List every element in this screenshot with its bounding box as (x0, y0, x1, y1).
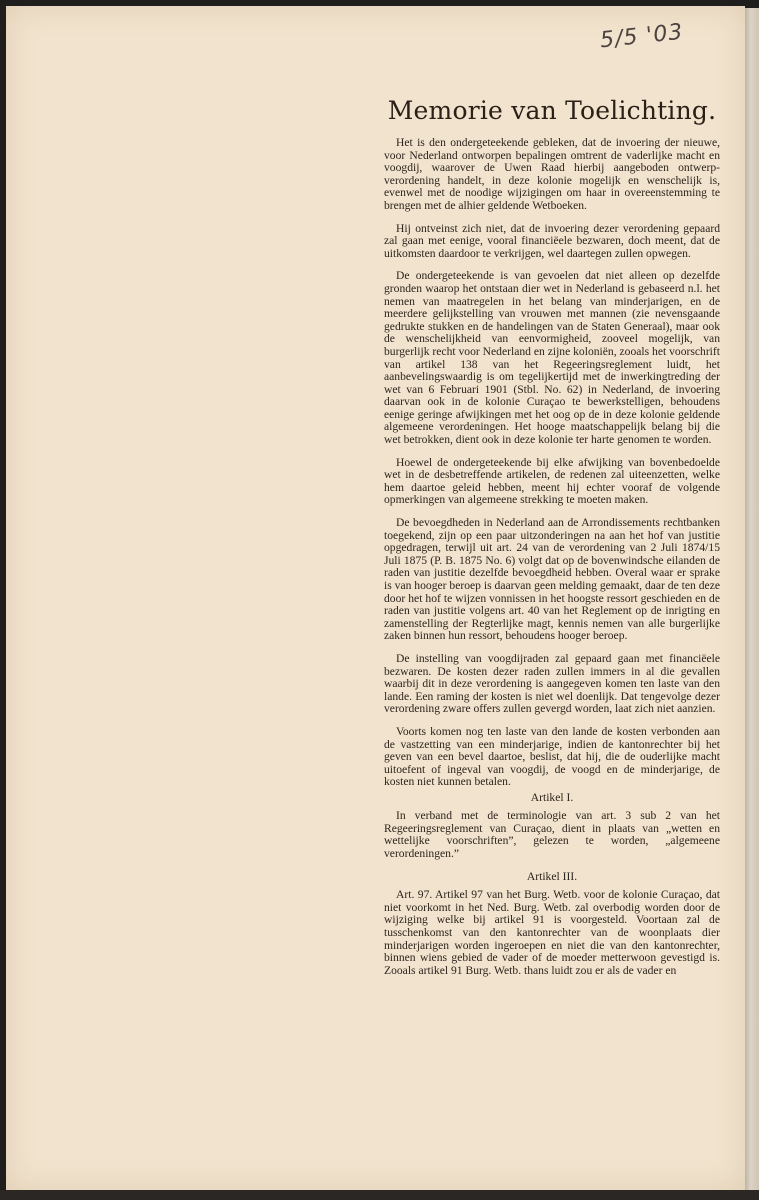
article-3-text: Art. 97. Artikel 97 van het Burg. Wetb. voor de kolonie Curaçao, dat niet voorkomt in het Ned. Burg. Wetb. zal overbodig worden door de wijziging welke bij artikel 91 is voorgesteld. Voortaan zal de tusschenkomst van den kantonrechter van de woonplaats dier minderjarigen worden ingeroepen en niet die van den kantonrechter, binnen wiens gebied de vader of de moeder metterwoon gevestigd is. Zooals artikel 91 Burg. Wetb. thans luidt zou er als de vader en (384, 888, 720, 977)
handwritten-date-annotation: 5/5 '03 (598, 19, 685, 54)
scan-border (0, 1190, 759, 1200)
paragraph-6: De instelling van voogdijraden zal gepaard gaan met financiëele bezwaren. De kosten dezer raden zullen immers in al die gevallen waarbij dit in deze verordening is aangegeven komen ten laste van den lande. Een raming der kosten is niet wel doenlijk. Dat tengevolge dezer verordening zware offers zullen gevergd worden, laat zich niet aanzien. (384, 651, 720, 716)
paragraph-2: Hij ontveinst zich niet, dat de invoering dezer verordening gepaard zal gaan met eenige, vooral financiëele bezwaren, doch meent, dat de uitkomsten daardoor te verkrijgen, wel daartegen zullen opwegen. (384, 221, 720, 260)
paragraph-4: Hoewel de ondergeteekende bij elke afwijking van bovenbedoelde wet in de desbetreffende artikelen, de redenen zal uiteenzetten, welke hem daartoe geleid hebben, meent hij echter vooraf de volgende opmerkingen van algemeene strekking te moeten maken. (384, 455, 720, 507)
text-column (384, 96, 720, 987)
article-1-text: In verband met de terminologie van art. 3 sub 2 van het Regeeringsreglement van Curaçao, dient in plaats van „wetten en wettelijke voorschriften”, gelezen te worden, „algemeene verordeningen.” (384, 808, 720, 860)
paragraph-1: Het is den ondergeteekende gebleken, dat de invoering der nieuwe, voor Nederland ontworpen bepalingen omtrent de vaderlijke macht en voogdij, waarover de Uwen Raad hierbij aangeboden ontwerp-verordening handelt, in deze kolonie mogelijk en wenschelijk is, evenwel met de noodige wijzigingen om haar in overeenstemming te brengen met de alhier geldende Wetboeken. (384, 136, 720, 212)
page-edge (745, 8, 759, 1192)
paragraph-5: De bevoegdheden in Nederland aan de Arrondissements rechtbanken toegekend, zijn op een paar uitzonderingen na aan het hof van justitie opgedragen, terwijl uit art. 24 van de verordening van 2 Juli 1874/15 Juli 1875 (P. B. 1875 No. 6) volgt dat op de bovenwindsche eilanden de raden van justitie dezelfde bevoegdheid hebben. Overal waar er sprake is van hooger beroep is daarvan geen melding gemaakt, daar de ten deze door het hof te wijzen vonnissen in het hoogste ressort geschieden en de raden van justitie volgens art. 40 van het Reglement op de inrigting en zamenstelling der Regterlijke magt, kennis nemen van alle burgerlijke zaken binnen hun ressort, behoudens hooger beroep. (384, 516, 720, 643)
article-3-heading: Artikel III. (526, 870, 578, 884)
article-1-heading: Artikel I. (530, 790, 574, 804)
paragraph-3: De ondergeteekende is van gevoelen dat niet alleen op dezelfde gronden waarop het ontstaan dier wet in Nederland is gebaseerd n.l. het nemen van maatregelen in het belang van minderjarigen, en de meerdere gelijkstelling van vrouwen met mannen (zie nevensgaande gedrukte stukken en de handelingen van de Staten Generaal), maar ook de wenschelijkheid van eenvormigheid, zooveel mogelijk, van burgerlijk recht voor Nederland en zijne koloniën, zooals het voorschrift van artikel 138 van het Regeeringsreglement luidt, het aanbevelingswaardig is om tegelijkertijd met de inwerkingtreding der wet van 6 Februari 1901 (Stbl. No. 62) in Nederland, de invoering daarvan ook in de kolonie Curaçao te bewerkstelligen, behoudens eenige geringe afwijkingen met het oog op de in deze kolonie geldende algemeene verordeningen. Het hooge maatschappelijk belang bij die wet betrokken, dient ook in deze kolonie ter harte genomen te worden. (384, 269, 720, 447)
page-title: Memorie van Toelichting. (387, 96, 717, 125)
paragraph-7: Voorts komen nog ten laste van den lande de kosten verbonden aan de vastzetting van een minderjarige, indien de kantonrechter bij het geven van een bevel daartoe, beslist, dat hij, die de ouderlijke macht uitoefent of ingeval van voogdij, de voogd en de minderjarige, de kosten niet kunnen betalen. (384, 724, 720, 789)
